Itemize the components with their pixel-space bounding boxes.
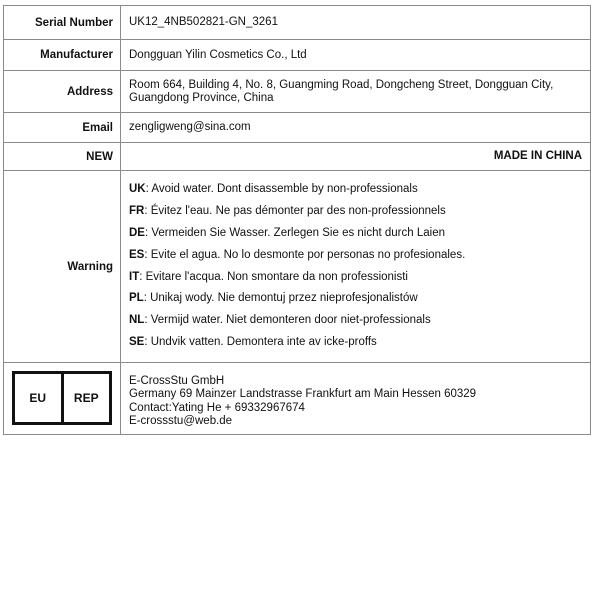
email-row xyxy=(4,113,591,143)
product-label-table xyxy=(3,5,591,435)
rep-badge-text: REP xyxy=(73,391,99,405)
serial-number-row xyxy=(4,6,591,40)
warning-label: Warning xyxy=(4,171,121,363)
language-code: DE xyxy=(129,226,145,239)
warning-line-nl xyxy=(129,310,582,332)
warning-text: : Vermijd water. Niet demonteren door niet-professionals xyxy=(144,314,431,327)
warning-text: : Unikaj wody. Nie demontuj przez nieprofesjonalistów xyxy=(143,292,418,305)
serial-number-label: Serial Number xyxy=(4,6,121,40)
language-code: NL xyxy=(129,314,145,327)
language-code: IT xyxy=(129,270,140,283)
warning-text: : Avoid water. Dont disassemble by non-professionals xyxy=(145,183,418,196)
warning-text: : Évitez l'eau. Ne pas démonter par des non-professionnels xyxy=(144,205,446,218)
eu-rep-contact: Contact:Yating He + 69332967674 xyxy=(129,401,305,414)
eu-rep-details xyxy=(121,363,591,435)
eu-rep-badge-cell xyxy=(4,363,121,435)
language-code: UK xyxy=(129,183,146,196)
eu-rep-email: E-crossstu@web.de xyxy=(129,415,233,427)
new-label: NEW xyxy=(4,143,121,171)
email-label: Email xyxy=(4,113,121,143)
eu-rep-company: E-CrossStu GmbH xyxy=(129,374,225,387)
serial-number-value: UK12_4NB502821-GN_3261 xyxy=(121,6,591,40)
language-code: PL xyxy=(129,292,144,305)
manufacturer-row xyxy=(4,40,591,71)
warning-text: : Evitare l'acqua. Non smontare da non professionisti xyxy=(139,270,408,283)
warning-line-de xyxy=(129,223,582,245)
manufacturer-label: Manufacturer xyxy=(4,40,121,71)
warning-line-uk xyxy=(129,179,582,201)
warning-line-fr xyxy=(129,201,582,223)
address-value: Room 664, Building 4, No. 8, Guangming Road, Dongcheng Street, Dongguan City, Guangdong Province, China xyxy=(121,71,591,113)
warning-text: : Evite el agua. No lo desmonte por personas no profesionales. xyxy=(144,248,466,261)
warning-text: : Undvik vatten. Demontera inte av icke-proffs xyxy=(144,335,377,348)
manufacturer-value: Dongguan Yilin Cosmetics Co., Ltd xyxy=(121,40,591,71)
made-in-china-value: MADE IN CHINA xyxy=(121,143,591,171)
warning-line-se xyxy=(129,332,582,354)
language-code: SE xyxy=(129,335,145,348)
eu-badge-text: EU xyxy=(15,374,64,422)
warning-text: : Vermeiden Sie Wasser. Zerlegen Sie es nicht durch Laien xyxy=(144,226,445,239)
address-label: Address xyxy=(4,71,121,113)
warning-line-pl xyxy=(129,288,582,310)
eu-rep-badge xyxy=(12,371,112,425)
address-row xyxy=(4,71,591,113)
warning-row xyxy=(4,171,591,363)
eu-rep-address: Germany 69 Mainzer Landstrasse Frankfurt am Main Hessen 60329 xyxy=(129,388,477,400)
eu-rep-row xyxy=(4,363,591,435)
email-value: zengligweng@sina.com xyxy=(121,113,591,143)
warning-value xyxy=(121,171,591,363)
warning-line-es xyxy=(129,245,582,267)
new-row xyxy=(4,143,591,171)
language-code: ES xyxy=(129,248,145,261)
warning-line-it xyxy=(129,267,582,289)
warning-list xyxy=(129,179,582,353)
language-code: FR xyxy=(129,205,145,218)
